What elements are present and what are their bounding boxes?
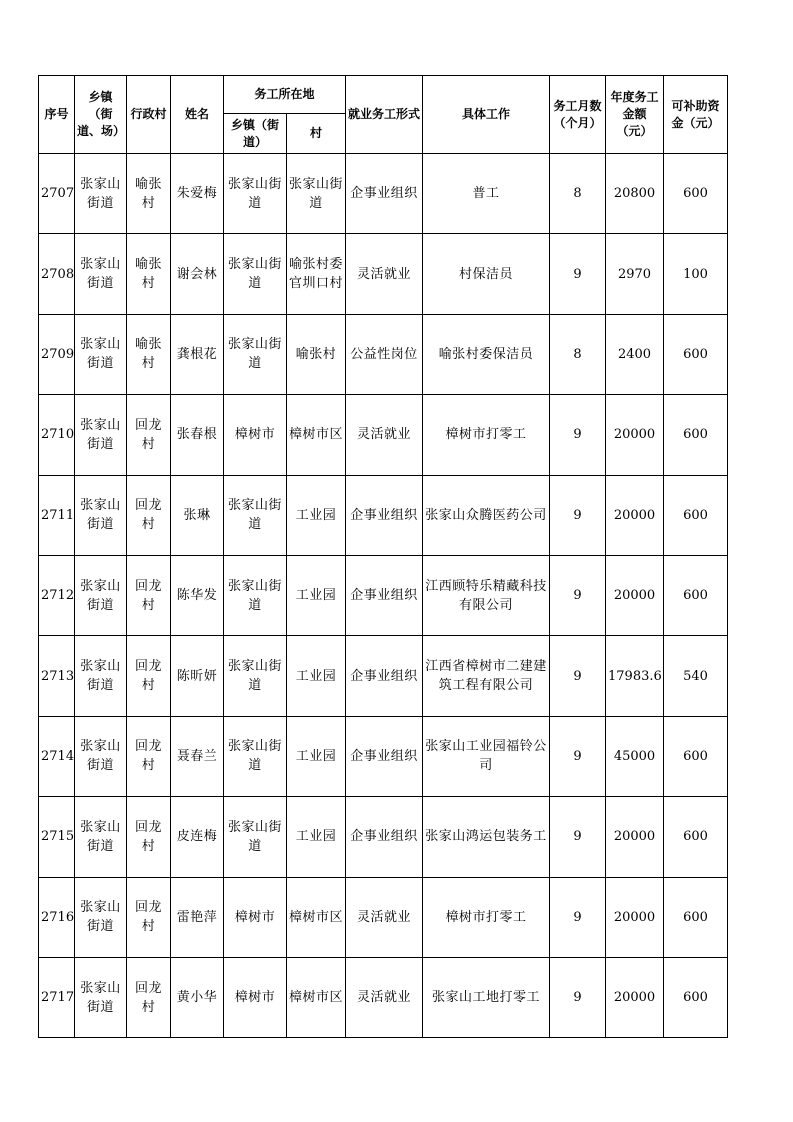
cell-seq: 2710	[39, 395, 75, 475]
cell-town: 张家山街道	[75, 234, 127, 314]
cell-seq: 2709	[39, 314, 75, 394]
table-row	[39, 555, 728, 635]
cell-work-town: 樟树市	[224, 957, 287, 1037]
cell-village: 回龙村	[127, 877, 171, 957]
cell-name: 张琳	[171, 475, 224, 555]
cell-employment-form: 企事业组织	[346, 797, 423, 877]
header-seq: 序号	[39, 76, 75, 154]
cell-town: 张家山街道	[75, 395, 127, 475]
cell-job: 张家山工地打零工	[423, 957, 550, 1037]
cell-months: 8	[550, 314, 606, 394]
cell-seq: 2708	[39, 234, 75, 314]
cell-months: 9	[550, 957, 606, 1037]
cell-village: 回龙村	[127, 395, 171, 475]
cell-name: 陈昕妍	[171, 636, 224, 716]
cell-village: 回龙村	[127, 716, 171, 796]
cell-work-village: 工业园	[287, 475, 346, 555]
table-row	[39, 154, 728, 234]
cell-town: 张家山街道	[75, 475, 127, 555]
cell-job: 江西顾特乐精藏科技有限公司	[423, 555, 550, 635]
cell-village: 回龙村	[127, 797, 171, 877]
cell-work-village: 樟树市区	[287, 395, 346, 475]
cell-work-village: 喻张村委官圳口村	[287, 234, 346, 314]
cell-town: 张家山街道	[75, 797, 127, 877]
cell-name: 雷艳萍	[171, 877, 224, 957]
cell-work-village: 工业园	[287, 797, 346, 877]
cell-town: 张家山街道	[75, 957, 127, 1037]
cell-town: 张家山街道	[75, 314, 127, 394]
cell-months: 9	[550, 636, 606, 716]
cell-work-village: 樟树市区	[287, 957, 346, 1037]
cell-name: 黄小华	[171, 957, 224, 1037]
cell-months: 9	[550, 555, 606, 635]
cell-seq: 2707	[39, 154, 75, 234]
table-row	[39, 797, 728, 877]
cell-work-town: 张家山街道	[224, 234, 287, 314]
header-name: 姓名	[171, 76, 224, 154]
cell-name: 皮连梅	[171, 797, 224, 877]
cell-job: 普工	[423, 154, 550, 234]
cell-town: 张家山街道	[75, 154, 127, 234]
cell-job: 张家山工业园福铃公司	[423, 716, 550, 796]
header-village: 行政村	[127, 76, 171, 154]
cell-subsidy: 600	[664, 716, 728, 796]
header-job: 具体工作	[423, 76, 550, 154]
cell-seq: 2714	[39, 716, 75, 796]
cell-subsidy: 600	[664, 555, 728, 635]
cell-employment-form: 企事业组织	[346, 555, 423, 635]
cell-employment-form: 灵活就业	[346, 877, 423, 957]
header-work-location: 务工所在地	[224, 76, 346, 114]
cell-town: 张家山街道	[75, 877, 127, 957]
header-town: 乡镇（街道、场）	[75, 76, 127, 154]
cell-annual-amount: 20000	[606, 555, 664, 635]
cell-annual-amount: 2970	[606, 234, 664, 314]
cell-work-village: 樟树市区	[287, 877, 346, 957]
cell-name: 张春根	[171, 395, 224, 475]
cell-work-town: 张家山街道	[224, 154, 287, 234]
cell-job: 张家山众腾医药公司	[423, 475, 550, 555]
cell-annual-amount: 20000	[606, 957, 664, 1037]
cell-work-village: 工业园	[287, 636, 346, 716]
cell-work-town: 樟树市	[224, 877, 287, 957]
cell-name: 聂春兰	[171, 716, 224, 796]
cell-job: 村保洁员	[423, 234, 550, 314]
cell-subsidy: 600	[664, 314, 728, 394]
cell-subsidy: 100	[664, 234, 728, 314]
cell-annual-amount: 20000	[606, 797, 664, 877]
cell-work-town: 张家山街道	[224, 636, 287, 716]
cell-job: 樟树市打零工	[423, 395, 550, 475]
cell-subsidy: 600	[664, 877, 728, 957]
cell-seq: 2716	[39, 877, 75, 957]
table-row	[39, 636, 728, 716]
cell-seq: 2712	[39, 555, 75, 635]
cell-subsidy: 600	[664, 395, 728, 475]
cell-work-town: 樟树市	[224, 395, 287, 475]
cell-seq: 2713	[39, 636, 75, 716]
cell-seq: 2717	[39, 957, 75, 1037]
cell-name: 谢会林	[171, 234, 224, 314]
cell-job: 喻张村委保洁员	[423, 314, 550, 394]
header-work-village: 村	[287, 114, 346, 154]
header-work-town: 乡镇（街道）	[224, 114, 287, 154]
table-row	[39, 957, 728, 1037]
cell-annual-amount: 45000	[606, 716, 664, 796]
cell-village: 回龙村	[127, 636, 171, 716]
cell-annual-amount: 20000	[606, 877, 664, 957]
cell-town: 张家山街道	[75, 716, 127, 796]
table-row	[39, 395, 728, 475]
cell-months: 9	[550, 475, 606, 555]
cell-months: 9	[550, 395, 606, 475]
cell-name: 陈华发	[171, 555, 224, 635]
cell-village: 喻张村	[127, 234, 171, 314]
table-row	[39, 877, 728, 957]
cell-annual-amount: 20000	[606, 475, 664, 555]
cell-annual-amount: 2400	[606, 314, 664, 394]
cell-seq: 2711	[39, 475, 75, 555]
cell-employment-form: 灵活就业	[346, 234, 423, 314]
table-row	[39, 475, 728, 555]
cell-work-town: 张家山街道	[224, 797, 287, 877]
cell-employment-form: 灵活就业	[346, 395, 423, 475]
cell-work-village: 喻张村	[287, 314, 346, 394]
cell-work-village: 工业园	[287, 716, 346, 796]
cell-annual-amount: 20000	[606, 395, 664, 475]
cell-name: 龚根花	[171, 314, 224, 394]
cell-employment-form: 企事业组织	[346, 475, 423, 555]
cell-months: 8	[550, 154, 606, 234]
cell-job: 樟树市打零工	[423, 877, 550, 957]
table-row	[39, 716, 728, 796]
cell-months: 9	[550, 716, 606, 796]
cell-subsidy: 540	[664, 636, 728, 716]
subsidy-table	[38, 75, 728, 1038]
cell-town: 张家山街道	[75, 636, 127, 716]
cell-village: 回龙村	[127, 555, 171, 635]
cell-work-town: 张家山街道	[224, 555, 287, 635]
cell-subsidy: 600	[664, 797, 728, 877]
cell-seq: 2715	[39, 797, 75, 877]
cell-village: 喻张村	[127, 154, 171, 234]
cell-employment-form: 公益性岗位	[346, 314, 423, 394]
cell-months: 9	[550, 877, 606, 957]
header-annual-amount: 年度务工金额（元）	[606, 76, 664, 154]
cell-village: 回龙村	[127, 475, 171, 555]
cell-employment-form: 企事业组织	[346, 716, 423, 796]
cell-employment-form: 灵活就业	[346, 957, 423, 1037]
header-months: 务工月数（个月）	[550, 76, 606, 154]
header-subsidy: 可补助资金（元）	[664, 76, 728, 154]
table-header	[39, 76, 728, 154]
cell-work-town: 张家山街道	[224, 716, 287, 796]
cell-job: 江西省樟树市二建建筑工程有限公司	[423, 636, 550, 716]
cell-subsidy: 600	[664, 475, 728, 555]
cell-annual-amount: 20800	[606, 154, 664, 234]
cell-work-village: 工业园	[287, 555, 346, 635]
cell-village: 回龙村	[127, 957, 171, 1037]
cell-work-town: 张家山街道	[224, 475, 287, 555]
cell-annual-amount: 17983.6	[606, 636, 664, 716]
cell-employment-form: 企事业组织	[346, 636, 423, 716]
cell-employment-form: 企事业组织	[346, 154, 423, 234]
header-employment-form: 就业务工形式	[346, 76, 423, 154]
cell-subsidy: 600	[664, 154, 728, 234]
cell-job: 张家山鸿运包装务工	[423, 797, 550, 877]
cell-months: 9	[550, 797, 606, 877]
table-row	[39, 234, 728, 314]
cell-village: 喻张村	[127, 314, 171, 394]
cell-work-village: 张家山街道	[287, 154, 346, 234]
cell-subsidy: 600	[664, 957, 728, 1037]
cell-name: 朱爱梅	[171, 154, 224, 234]
table-body	[39, 154, 728, 1038]
table-row	[39, 314, 728, 394]
cell-months: 9	[550, 234, 606, 314]
cell-work-town: 张家山街道	[224, 314, 287, 394]
cell-town: 张家山街道	[75, 555, 127, 635]
